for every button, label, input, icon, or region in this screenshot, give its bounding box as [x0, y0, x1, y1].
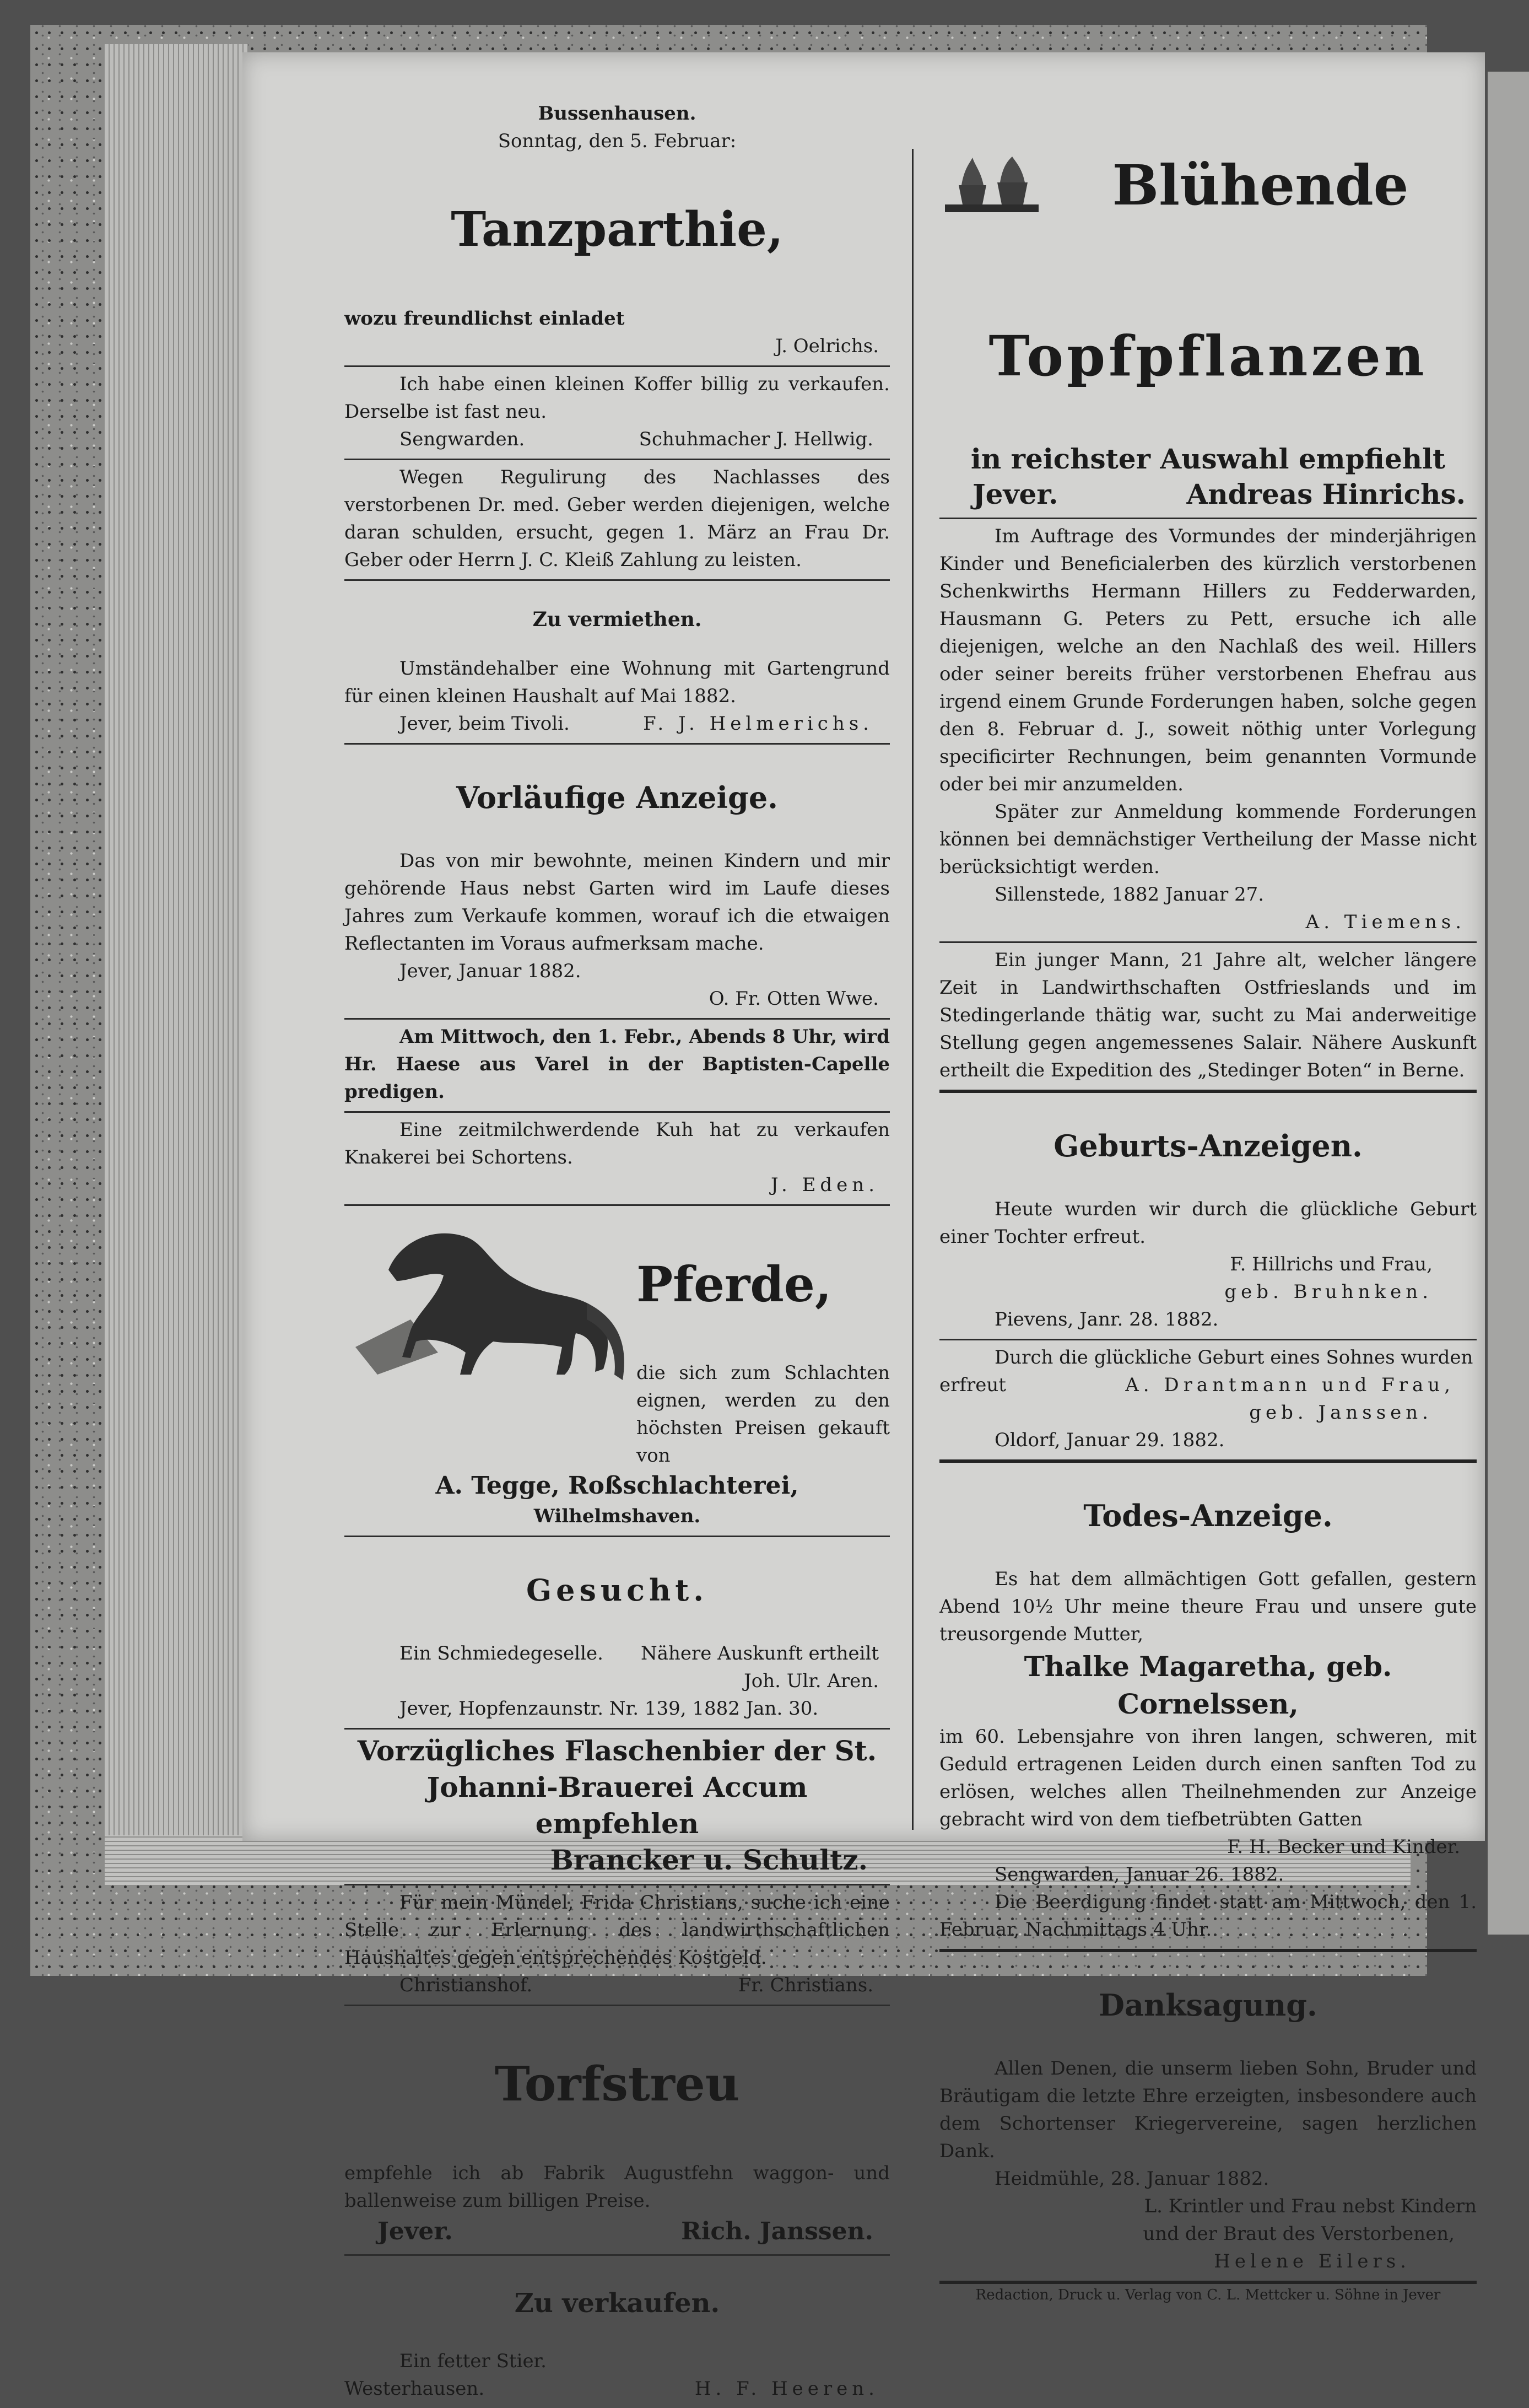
ad-footer: Jever, Hopfenzaunstr. Nr. 139, 1882 Jan. 30. [399, 1698, 819, 1720]
ad-place: Jever. [972, 478, 1058, 510]
ad-signature: O. Fr. Otten Wwe. [709, 988, 879, 1010]
ad-todes-anzeige [939, 1463, 1477, 1952]
page-edges [105, 44, 248, 1885]
ad-text: Allen Denen, die unserm lieben Sohn, Bruder und Bräutigam die letzte Ehre erzeigten, insbesondere auch dem Schortenser Kriegervereine, sagen herzlichen Dank. [939, 2057, 1477, 2162]
ad-company: A. Tegge, Roßschlachterei, [435, 1472, 799, 1500]
ad-date: Oldorf, Januar 29. 1882. [995, 1429, 1225, 1451]
ad-signature: Fr. Christians. [738, 1974, 873, 1996]
ad-torfstreu [344, 2006, 890, 2256]
ad-date: Heidmühle, 28. Januar 1882. [995, 2168, 1269, 2190]
ad-text: Ein Schmiedegeselle. [399, 1642, 603, 1664]
ad-signature: F. J. Helmerichs. [643, 713, 873, 735]
ad-title: Torfstreu [494, 2056, 740, 2112]
ad-text: Durch die glückliche Geburt eines Sohnes wurden [995, 1346, 1473, 1369]
ad-signature: Schuhmacher J. Hellwig. [639, 428, 873, 450]
ad-title: Vorläufige Anzeige. [456, 780, 778, 815]
ad-nachlass-hillers [939, 519, 1477, 943]
ad-title: Topfpflanzen [988, 324, 1428, 389]
ad-signature: Joh. Ulr. Aren. [744, 1670, 879, 1692]
ad-text: Heute wurden wir durch die glückliche Geburt einer Tochter erfreut. [939, 1198, 1477, 1248]
next-page-edge [1488, 72, 1529, 1935]
ad-line: Johanni-Brauerei Accum empfehlen [426, 1771, 808, 1840]
ad-signature: L. Krintler und Frau nebst Kindern [1144, 2195, 1477, 2217]
ad-date: Pievens, Janr. 28. 1882. [995, 1308, 1219, 1330]
ad-text: Eine zeitmilchwerdende Kuh hat zu verkaufen Knakerei bei Schortens. [344, 1119, 890, 1168]
imprint: Redaction, Druck u. Verlag von C. L. Mettcker u. Söhne in Jever [975, 2287, 1441, 2303]
ad-title: Todes-Anzeige. [1083, 1498, 1333, 1533]
ad-pferde [344, 1206, 890, 1537]
ad-text: Die Beerdigung findet statt am Mittwoch, den 1. Februar, Nachmittags 4 Uhr. [939, 1891, 1477, 1941]
ad-signature: J. Eden. [770, 1174, 879, 1196]
flower-pots-illustration [939, 152, 1044, 218]
ad-info: Nähere Auskunft ertheilt [640, 1642, 879, 1664]
ad-gesucht [344, 1537, 890, 1730]
ad-signature: geb. Bruhnken. [1224, 1281, 1433, 1303]
horse-illustration [344, 1209, 636, 1386]
ad-signature: Brancker u. Schultz. [550, 1844, 868, 1876]
ad-muendel [344, 1886, 890, 2006]
ad-date: Sonntag, den 5. Februar: [498, 130, 737, 152]
ad-signature: Helene Eilers. [1214, 2250, 1411, 2272]
ad-title: Pferde, [636, 1256, 832, 1313]
ad-title: Zu verkaufen. [514, 2288, 720, 2319]
ad-signature: geb. Janssen. [1249, 1402, 1433, 1424]
ad-place: Wilhelmshaven. [533, 1505, 701, 1527]
column-divider [912, 149, 914, 1830]
ad-place: Sengwarden. [399, 428, 525, 450]
ad-text: empfehle ich ab Fabrik Augustfehn waggon- und ballenweise zum billigen Preise. [344, 2162, 890, 2212]
ad-text: die sich zum Schlachten eignen, werden zu den höchsten Preisen gekauft von [636, 1362, 890, 1467]
ad-text: Ich habe einen kleinen Koffer billig zu verkaufen. Derselbe ist fast neu. [344, 373, 890, 423]
ad-date: Sillenstede, 1882 Januar 27. [995, 884, 1265, 906]
ad-date: Jever, Januar 1882. [399, 960, 581, 982]
ad-zu-vermiethen [344, 581, 890, 745]
ad-signature: F. Hillrichs und Frau, [1230, 1253, 1433, 1275]
ad-place: Bussenhausen. [538, 103, 696, 125]
ad-vorlaeufige-anzeige [344, 745, 890, 1020]
ad-place: Jever. [377, 2217, 453, 2245]
ad-tanzparthie [344, 96, 890, 367]
left-column [344, 96, 890, 2408]
ad-danksagung [939, 1952, 1477, 2284]
ad-signature: und der Braut des Verstorbenen, [1143, 2223, 1455, 2245]
ad-title: Blühende [1112, 153, 1409, 218]
ad-signature: A. Tiemens. [1305, 911, 1466, 933]
ad-text: Ein fetter Stier. [399, 2350, 547, 2372]
ad-text: erfreut [939, 1374, 1006, 1396]
ad-title: Danksagung. [1099, 1987, 1317, 2023]
ad-signature: H. F. Heeren. [694, 2378, 879, 2400]
ad-kuh [344, 1113, 890, 1206]
ad-title: Zu vermiethen. [532, 608, 702, 631]
ad-text: wozu freundlichst einladet [344, 308, 625, 330]
ad-signature: Rich. Janssen. [681, 2217, 873, 2245]
ad-geburt-sohn [939, 1340, 1477, 1463]
ad-signature: F. H. Becker und Kinder. [1227, 1836, 1460, 1858]
ad-title: Geburts-Anzeigen. [1053, 1128, 1363, 1163]
ad-text: Später zur Anmeldung kommende Forderungen können bei demnächstiger Vertheilung der Masse nicht berücksichtigt werden. [939, 801, 1477, 878]
ad-title: Tanzparthie, [451, 202, 784, 257]
ad-date: Sengwarden, Januar 26. 1882. [995, 1863, 1284, 1886]
ad-text: Wegen Regulirung des Nachlasses des verstorbenen Dr. med. Geber werden diejenigen, welche daran schulden, ersucht, gegen 1. März an Frau Dr. Geber oder Herrn J. C. Kleiß Zahlung zu leisten. [344, 466, 890, 571]
ad-geburt-tochter [939, 1093, 1477, 1340]
ad-koffer [344, 367, 890, 460]
ad-place: Jever, beim Tivoli. [399, 713, 570, 735]
ad-text: Das von mir bewohnte, meinen Kindern und mir gehörende Haus nebst Garten wird im Laufe dieses Jahres zum Verkaufe kommen, worauf ich die etwaigen Reflectanten im Voraus aufmerksam mache. [344, 850, 890, 955]
ad-title: Gesucht. [526, 1572, 709, 1608]
ad-text: Umständehalber eine Wohnung mit Gartengrund für einen kleinen Haushalt auf Mai 1882. [344, 658, 890, 707]
ad-text: Im Auftrage des Vormundes der minderjährigen Kinder und Beneficialerben des kürzlich verstorbenen Schenkwirths Hermann Hillers zu Fedderwarden, Hausmann G. Peters zu Pett, ersuche ich alle diejenigen, welche an den Nachlaß des weil. Hillers oder seiner bereits früher verstorbenen Ehefrau aus irgend einem Grunde Forderungen haben, solche gegen den 8. Februar d. J., soweit nöthig unter Vorlegung specificirter Rechnungen, beim genannten Vormunde oder bei mir anzumelden. [939, 525, 1477, 795]
right-column [939, 96, 1477, 2306]
ad-signature: J. Oelrichs. [775, 335, 879, 357]
ad-place: Christianshof. [399, 1974, 533, 1996]
ad-line: Vorzügliches Flaschenbier der St. [357, 1734, 877, 1767]
ad-flaschenbier [344, 1730, 890, 1886]
ad-stier [344, 2256, 890, 2408]
ad-subtitle: in reichster Auswahl empfiehlt [970, 443, 1446, 475]
ad-text: Ein junger Mann, 21 Jahre alt, welcher längere Zeit in Landwirthschaften Ostfrieslands und im Stedingerlande thätig war, sucht zu Mai anderweitige Stellung gegen angemessenes Salair. Nähere Auskunft ertheilt die Expedition des „Stedinger Boten“ in Berne. [939, 949, 1477, 1081]
ad-signature: Andreas Hinrichs. [1186, 478, 1466, 510]
ad-nachlass-geber [344, 460, 890, 581]
ad-text: Es hat dem allmächtigen Gott gefallen, gestern Abend 10½ Uhr meine theure Frau und unsere gute treusorgende Mutter, [939, 1568, 1477, 1645]
ad-deceased-name: Thalke Magaretha, geb. Cornelssen, [1024, 1650, 1392, 1720]
ad-topfpflanzen [939, 96, 1477, 519]
ad-junger-mann [939, 943, 1477, 1093]
ad-text: im 60. Lebensjahre von ihren langen, schweren, mit Geduld ertragenen Leiden durch einen sanften Tod zu erlösen, welches allen Theilnehmenden zur Anzeige gebracht wird von dem tiefbetrübten Gatten [939, 1726, 1477, 1830]
ad-predigt [344, 1020, 890, 1113]
ad-text: Am Mittwoch, den 1. Febr., Abends 8 Uhr, wird Hr. Haese aus Varel in der Baptisten-Capelle predigen. [344, 1026, 890, 1103]
ad-text: Für mein Mündel, Frida Christians, suche ich eine Stelle zur Erlernung des landwirthschaftlichen Haushaltes gegen entsprechendes Kostgeld. [344, 1892, 890, 1969]
ad-place: Westerhausen. [344, 2378, 485, 2400]
ad-signature: A. Drantmann und Frau, [1125, 1374, 1455, 1396]
